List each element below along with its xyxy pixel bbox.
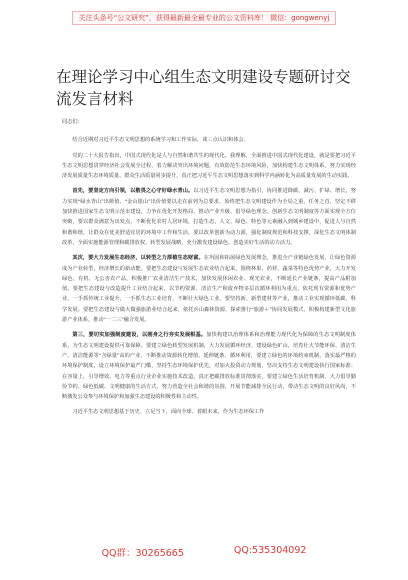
- document-body: [62, 117, 356, 423]
- paragraph-text: 党的二十大报告指出，中国式现代化是人与自然和谐共生的现代化。我理解，全面推进中国式现代化建设，就是要把习近平生态文明思想贯穿经济社会发展全过程，着力解决突出环境问题，有效防范生态环境风险，加快构建生态文明体系。努力实现经济发展质量生态环境质量、群众生活质量同步提升，真正把习近平生态文明思想落实到科学内涵转化为高质量发展的生动实践。: [62, 152, 356, 180]
- qq-number: QQ:535304092: [233, 545, 307, 556]
- paragraph-lead: 其次，要大力发展生态经济，以转型之力厚植生态财富。: [72, 255, 204, 262]
- footer-contact: [0, 545, 408, 559]
- paragraph-lead: 首先，要坚定方向引领，以敬畏之心守好绿水青山。: [72, 188, 194, 195]
- paragraph-lead: 第三，要切实加强制度建设，以刚身之行夯实发展根基。: [72, 332, 207, 339]
- paragraph-text: 习近平生态文明思想基于历史、立足当下，面向全球、着眼未来，作为生态环保工作: [72, 409, 265, 416]
- paragraph-first-point: [62, 186, 356, 248]
- paragraph-overview: [62, 151, 356, 182]
- paragraph-second-point: [62, 253, 356, 325]
- paragraph-text: 以习近平生态文明思想为指引，协同推进降碳、减污、扩绿、增长，努力实现“绿水青山”出颜值、“金山银山”出价值要以走在前列为总要求，始终把生态文明建设作为全局之重、任务之首，坚定不移加快推进国家生态文明示范市建设，力争在优化开发格局、推动产业升级、倡导绿色理念、创新生态文明制度等方面实现全方位突破，要以群众满意为出发点，不断优化农村人居环境，打造生态、人文、绿色、特色等元素融入到城乡建设中，促进人与自然和谐和谐，让群众在优美舒适宜居的环境中工作和生活。要以改革创新为动力源，强化制度规范和科技支撑，深化生态文明体制改革，全面实施能源管理和碳排放权、转型发展战略，充分激发建设绿色、创造美好生活的动力活力。: [62, 188, 356, 246]
- top-banner: [0, 8, 408, 28]
- paragraph-text: 加快构建以治理体系和治理能力现代化为保障的生态文明制度体系，为生态文明建设提供可靠保障。要建立绿色转型发展机制，大力发展循环经济，建设绿色矿山，培育壮大节能环保、清洁生产、清洁能源等“含绿量”高的产业，不断推动资源转化增值、延伸链条、循环利用，要建立绿色的环境约束机制，落实最严格的环境保护制度，设立环境保护最严门槛，坚持生态环境保护优先，对加大投资动力规划，坚决支持生态文明建设执行国家标准：在容量上，引导增效。电力等重点行业企业实施技术改造，真正把碳排放标准贯彻落实，要建立绿色生活培育机制，大力倡导勤俭节约、绿色低碳、文明健康的生活方式，努力营造全社会和谐的氛围，开展节能减排全民行动，带动生态文明的良好风尚，不断激发公众参与环境保护和加强生态建设的积极性和主动性。: [62, 332, 356, 401]
- paragraph-intro: [62, 135, 356, 145]
- qq-group-number: QQ群：30265665: [101, 548, 184, 559]
- greeting: 同志们：: [62, 119, 83, 125]
- paragraph-closing: [62, 407, 356, 417]
- banner-text: 关注头条号“公文研究”，获得最新最全最专业的公文资料库！ 微信：gongwenyj: [72, 11, 337, 25]
- paragraph-text: 结合近期对习近平生态文明思想的系统学习和工作实际，谈三点认识和体会。: [72, 137, 249, 144]
- paragraph-text: 在巩固和拓展绿色发展理念，推进全产业链绿色发展，让绿色资源成为产业转型、经济增长的新动能。要把生态建设与发展生态农业结合起来，围绕林果、药材、蔬菜等特色优势产业，大力开发绿色、有机、无公害农产品，积极推广农业清洁生产技术，加快发展休闲农业、观光农业，不断延长产业链条，提高产品附加值。要把生态建设与改造提升工业结合起来，以节约资源、清洁生产和废弃物多层次循环利用为重点，依托现有资源和优势产业，一手抓传统工业提升，一手抓生态工业培育，不断壮大绿色工业。要坚持新、新型建材等产业，推动工业实现循环低碳、科学发展。要把生态建设与做大做强旅游业结合起来，依托兵山森林资源，探索推行“旅游＋”协同发展模式，积极构建新型文化旅游产业体系，推动“一二三”融合发展。: [62, 255, 356, 324]
- paragraph-third-point: [62, 330, 356, 402]
- document-title: 在理论学习中心组生态文明建设专题研讨交流发言材料: [56, 68, 351, 108]
